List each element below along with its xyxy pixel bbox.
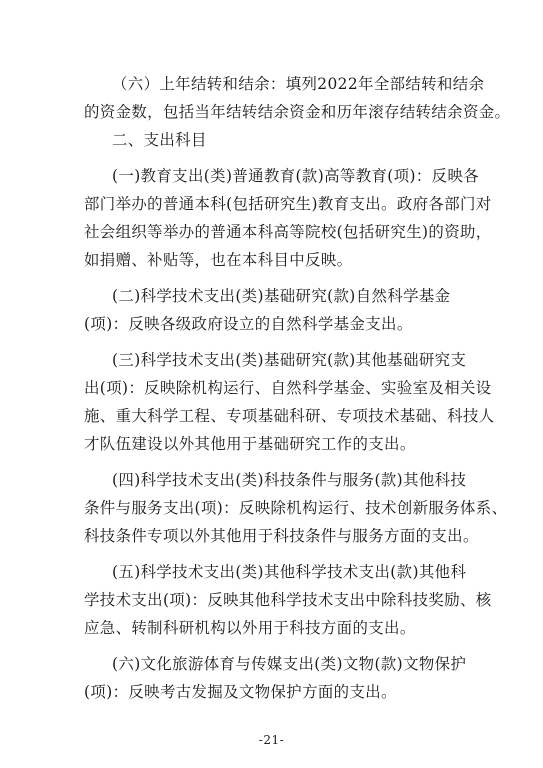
paragraph-line: 社会组织等举办的普通本科高等院校(包括研究生)的资助，: [84, 223, 492, 241]
paragraph-line: 出(项)：反映除机构运行、自然科学基金、实验室及相关设: [84, 379, 492, 397]
paragraph-line: 部门举办的普通本科(包括研究生)教育支出。政府各部门对: [84, 195, 492, 213]
section-heading: 二、支出科目: [112, 131, 207, 149]
paragraph-line: (六)文化旅游体育与传媒支出(类)文物(款)文物保护: [112, 655, 467, 673]
paragraph-line: (二)科学技术支出(类)基础研究(款)自然科学基金: [112, 287, 451, 305]
section-heading-expenditure: [84, 126, 476, 154]
paragraph-line: 应急、转制科研机构以外用于科技方面的支出。: [84, 619, 416, 637]
paragraph-line: 学技术支出(项)：反映其他科学技术支出中除科技奖励、核: [84, 591, 492, 609]
paragraph-line: 条件与服务支出(项)：反映除机构运行、技术创新服务体系、: [84, 499, 508, 517]
paragraph-tech-conditions: [84, 466, 508, 550]
paragraph-line: 才队伍建设以外其他用于基础研究工作的支出。: [84, 435, 416, 453]
paragraph-line: 施、重大科学工程、专项基础科研、专项技术基础、科技人: [84, 407, 495, 425]
paragraph-line: 如捐赠、补贴等，也在本科目中反映。: [84, 251, 353, 269]
paragraph-line: (五)科学技术支出(类)其他科学技术支出(款)其他科: [112, 563, 467, 581]
paragraph-line: 的资金数，包括当年结转结余资金和历年滚存结转结余资金。: [84, 103, 511, 121]
paragraph-line: (项)：反映各级政府设立的自然科学基金支出。: [84, 315, 413, 333]
paragraph-line: （六）上年结转和结余：填列2022年全部结转和结余: [112, 75, 485, 93]
page-number: -21-: [258, 733, 285, 747]
paragraph-line: 科技条件专项以外其他用于科技条件与服务方面的支出。: [84, 527, 479, 545]
paragraph-cultural-relics: [84, 650, 476, 706]
paragraph-line: (一)教育支出(类)普通教育(款)高等教育(项)：反映各: [112, 167, 480, 185]
paragraph-line: (四)科学技术支出(类)科技条件与服务(款)其他科技: [112, 471, 467, 489]
paragraph-carryover: [84, 70, 511, 126]
paragraph-line: (项)：反映考古发掘及文物保护方面的支出。: [84, 683, 397, 701]
paragraph-line: (三)科学技术支出(类)基础研究(款)其他基础研究支: [112, 351, 467, 369]
paragraph-natural-science-fund: [84, 282, 476, 338]
paragraph-education: [84, 162, 492, 274]
paragraph-other-basic-research: [84, 346, 495, 458]
paragraph-other-science-tech: [84, 558, 492, 642]
document-body: [84, 70, 511, 706]
